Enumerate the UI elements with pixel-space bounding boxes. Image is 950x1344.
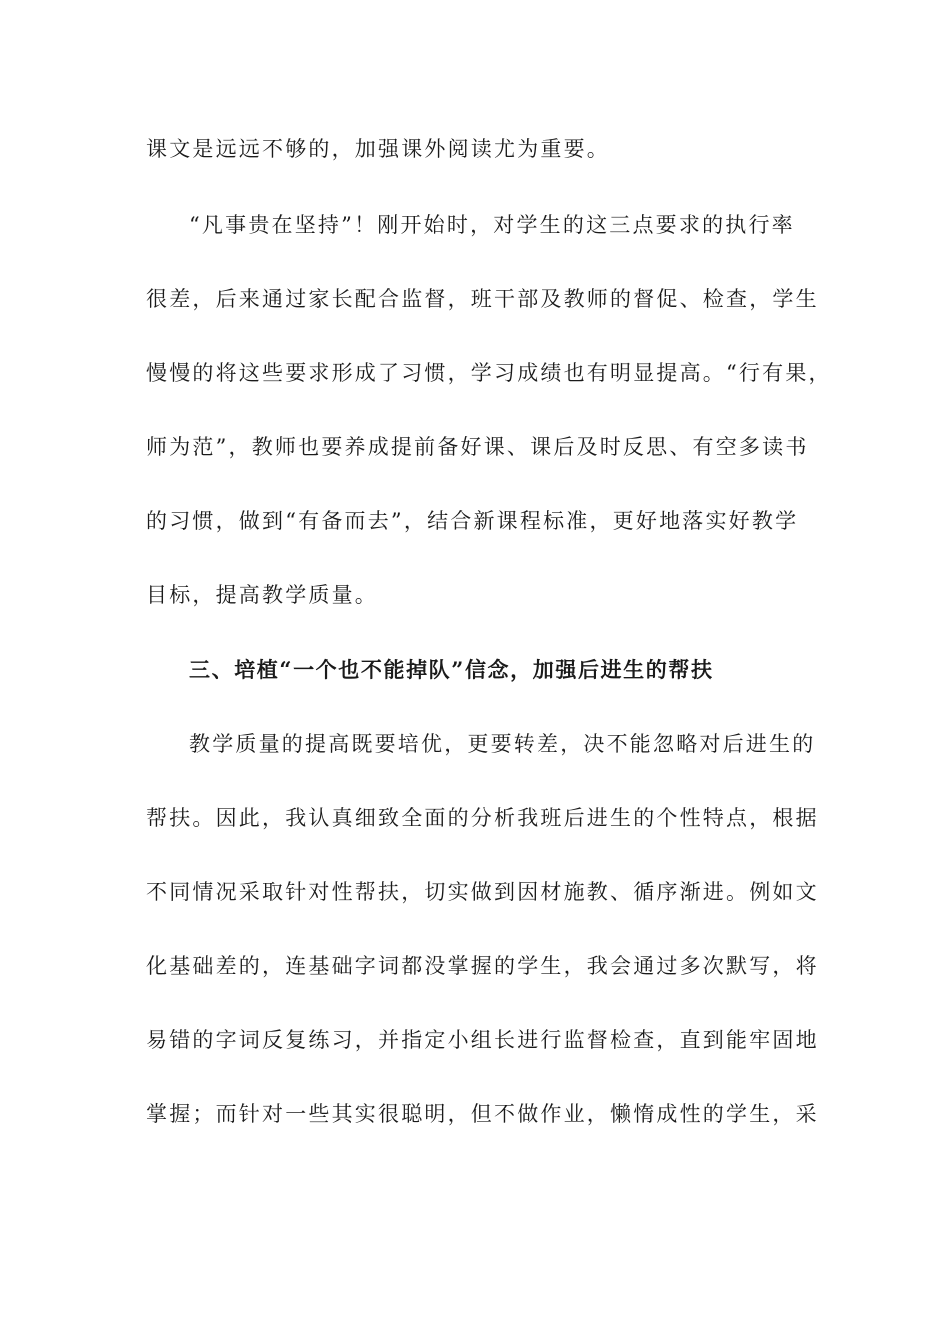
paragraph-line: 化基础差的，连基础字词都没掌握的学生，我会通过多次默写，将 — [146, 954, 819, 978]
paragraph-line: 慢慢的将这些要求形成了习惯，学习成绩也有明显提高。“行有果， — [146, 361, 832, 385]
paragraph-line: 师为范”，教师也要养成提前备好课、课后及时反思、有空多读书 — [146, 435, 809, 459]
paragraph-line: 目标，提高教学质量。 — [146, 583, 378, 607]
paragraph-line: 很差，后来通过家长配合监督，班干部及教师的督促、检查，学生 — [146, 287, 819, 311]
paragraph-line: 课文是远远不够的，加强课外阅读尤为重要。 — [146, 137, 610, 161]
paragraph-line: 的习惯，做到“有备而去”，结合新课程标准，更好地落实好教学 — [146, 509, 799, 533]
paragraph-line: 教学质量的提高既要培优，更要转差，决不能忽略对后进生的 — [189, 732, 816, 756]
paragraph-line: 易错的字词反复练习，并指定小组长进行监督检查，直到能牢固地 — [146, 1028, 819, 1052]
paragraph-line: 掌握；而针对一些其实很聪明，但不做作业，懒惰成性的学生，采 — [146, 1102, 819, 1126]
section-heading: 三、培植“一个也不能掉队”信念，加强后进生的帮扶 — [189, 657, 714, 682]
paragraph-line: “凡事贵在坚持”！刚开始时，对学生的这三点要求的执行率 — [189, 213, 795, 237]
paragraph-line: 帮扶。因此，我认真细致全面的分析我班后进生的个性特点，根据 — [146, 806, 819, 830]
paragraph-line: 不同情况采取针对性帮扶，切实做到因材施教、循序渐进。例如文 — [146, 880, 819, 904]
